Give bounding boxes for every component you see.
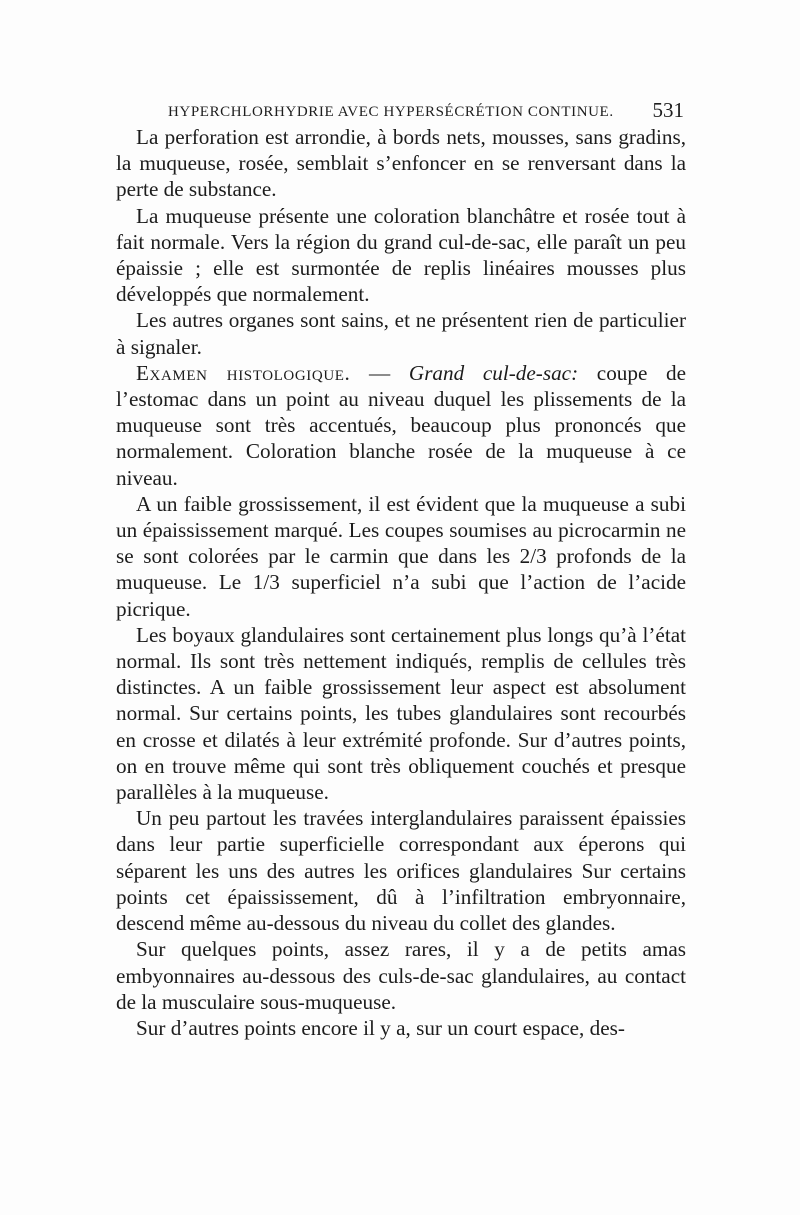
page-number: 531	[652, 98, 684, 122]
body-text	[116, 124, 686, 1041]
running-head: HYPERCHLORHYDRIE AVEC HYPERSÉCRÉTION CONTINUE.	[168, 104, 614, 120]
heading-dash: —	[350, 360, 409, 385]
paragraph: Sur d’autres points encore il y a, sur un court espace, des-	[136, 1015, 625, 1040]
paragraph: La muqueuse présente une coloration blanchâtre et rosée tout à fait normale. Vers la région du grand cul-de-sac, elle paraît un peu épaissie ; elle est surmontée de replis linéaires mousses plus développés que normalement.	[116, 203, 686, 307]
specimen-label: Grand cul-de-sac:	[408, 360, 579, 385]
paragraph-text: coupe de l’estomac dans un point au niveau duquel les plissements de la muqueuse sont très accentués, beaucoup plus prononcés que normalement. Coloration blanche rosée de la muqueuse à ce niveau.	[116, 360, 687, 490]
paragraph: Les autres organes sont sains, et ne présentent rien de particulier à signaler.	[116, 308, 686, 359]
paragraph: Sur quelques points, assez rares, il y a de petits amas embyonnaires au-dessous des culs-de-sac glandulaires, au contact de la musculaire sous-muqueuse.	[116, 937, 686, 1014]
paragraph: Un peu partout les travées interglandulaires paraissent épaissies dans leur partie superficielle correspondant aux éperons qui séparent les uns des autres les orifices glandulaires Sur certains points cet épaississement, dû à l’infiltration embryonnaire, descend même au-dessous du niveau du collet des glandes.	[116, 806, 686, 936]
paragraph: La perforation est arrondie, à bords nets, mousses, sans gradins, la muqueuse, rosée, semblait s’enfoncer en se renversant dans la perte de substance.	[116, 125, 686, 202]
paragraph: A un faible grossissement, il est évident que la muqueuse a subi un épaississement marqué. Les coupes soumises au picrocarmin ne se sont colorées par le carmin que dans les 2/3 profonds de la muqueuse. Le 1/3 superficiel n’a subi que l’action de l’acide picrique.	[116, 491, 686, 621]
section-heading: Examen histologique.	[136, 360, 351, 385]
paragraph-histology	[116, 360, 686, 491]
paragraph: Les boyaux glandulaires sont certainement plus longs qu’à l’état normal. Ils sont très nettement indiqués, remplis de cellules très distinctes. A un faible grossissement leur aspect est absolument normal. Sur certains points, les tubes glandulaires sont recourbés en crosse et dilatés à leur extrémité profonde. Sur d’autres points, on en trouve même qui sont très obliquement couchés et presque parallèles à la muqueuse.	[116, 622, 686, 805]
